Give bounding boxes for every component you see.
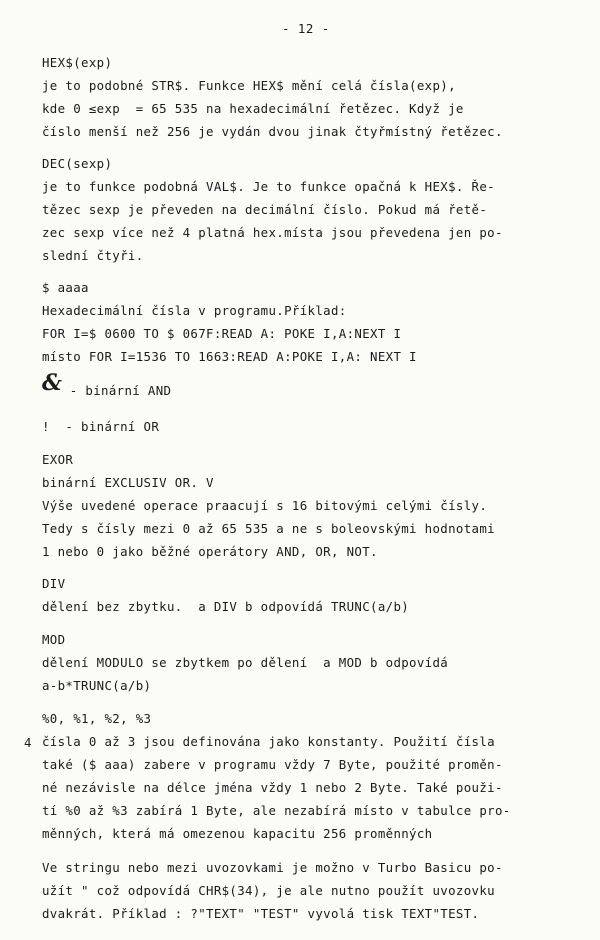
- text-line: Tedy s čísly mezi 0 až 65 535 a ne s boleovskými hodnotami: [42, 521, 495, 536]
- text-line: je to podobné STR$. Funkce HEX$ mění celá čísla(exp),: [42, 78, 456, 93]
- text-line: a-b*TRUNC(a/b): [42, 678, 152, 693]
- code-line: FOR I=$ 0600 TO $ 067F:READ A: POKE I,A:NEXT I: [42, 326, 402, 341]
- and-description: - binární AND: [62, 383, 172, 398]
- text-line: Výše uvedené operace praacují s 16 bitovými celými čísly.: [42, 498, 488, 513]
- mod-heading: MOD: [42, 632, 66, 647]
- dec-heading: DEC(sexp): [42, 156, 113, 171]
- ampersand-symbol: &: [42, 370, 63, 396]
- text-line: binární EXCLUSIV OR. V: [42, 475, 214, 490]
- text-line: tězec sexp je převeden na decimální číslo. Pokud má řetě-: [42, 202, 488, 217]
- text-line: Ve stringu nebo mezi uvozovkami je možno v Turbo Basicu po-: [42, 860, 503, 875]
- text-line: dělení bez zbytku. a DIV b odpovídá TRUNC(a/b): [42, 599, 410, 614]
- margin-mark: 4: [24, 735, 32, 750]
- code-line: místo FOR I=1536 TO 1663:READ A:POKE I,A: NEXT I: [42, 349, 417, 364]
- hex-literal-heading: $ aaaa: [42, 280, 89, 295]
- text-line: číslo menší než 256 je vydán dvou jinak čtyřmístný řetězec.: [42, 124, 503, 139]
- text-line: také ($ aaa) zabere v programu vždy 7 Byte, použité proměn-: [42, 757, 503, 772]
- text-line: dvakrát. Příklad : ?"TEXT" "TEST" vyvolá tisk TEXT"TEST.: [42, 906, 480, 921]
- div-heading: DIV: [42, 576, 66, 591]
- text-line: měnných, která má omezenou kapacitu 256 proměnných: [42, 826, 433, 841]
- text-line: né nezávisle na délce jména vždy 1 nebo 2 Byte. Také použi-: [42, 780, 503, 795]
- text-line: Hexadecimální čísla v programu.Příklad:: [42, 303, 347, 318]
- text-line: tí %0 až %3 zabírá 1 Byte, ale nezabírá místo v tabulce pro-: [42, 803, 511, 818]
- text-line: užít " což odpovídá CHR$(34), je ale nutno použít uvozovku: [42, 883, 495, 898]
- constants-heading: %0, %1, %2, %3: [42, 711, 152, 726]
- text-line: je to funkce podobná VAL$. Je to funkce opačná k HEX$. Ře-: [42, 179, 495, 194]
- page-number: - 12 -: [282, 21, 330, 36]
- text-line: 1 nebo 0 jako běžné operátory AND, OR, NOT.: [42, 544, 378, 559]
- or-line: ! - binární OR: [42, 419, 160, 434]
- text-line: slední čtyři.: [42, 248, 144, 263]
- text-line: čísla 0 až 3 jsou definována jako konstanty. Použití čísla: [42, 734, 495, 749]
- exor-heading: EXOR: [42, 452, 74, 467]
- text-line: dělení MODULO se zbytkem po dělení a MOD b odpovídá: [42, 655, 449, 670]
- text-line: zec sexp více než 4 platná hex.místa jsou převedena jen po-: [42, 225, 503, 240]
- hex-heading: HEX$(exp): [42, 55, 113, 70]
- text-line: kde 0 ≤exp = 65 535 na hexadecimální řetězec. Když je: [42, 101, 464, 116]
